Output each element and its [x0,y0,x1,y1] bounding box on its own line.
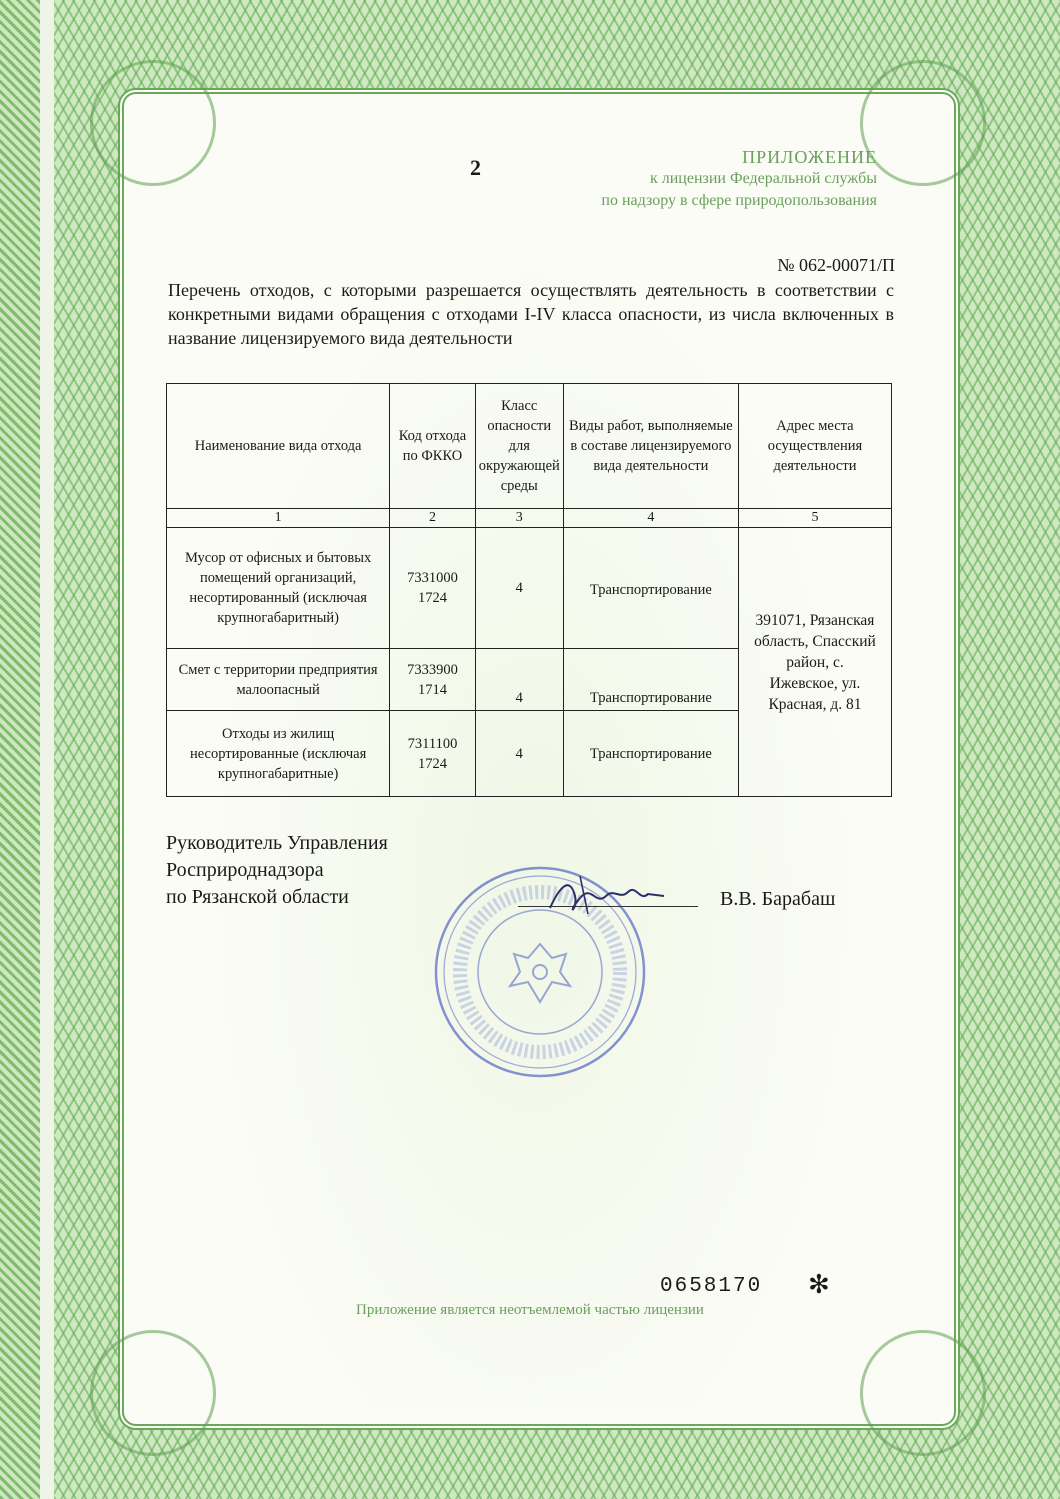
page-gap [40,0,54,1499]
work-type: Транспортирование [563,528,738,649]
column-number: 4 [563,509,738,528]
appendix-line-2: к лицензии Федеральной службы [649,170,877,187]
hazard-class: 4 [475,649,563,711]
ornament-bottom-left [90,1330,216,1456]
waste-name: Мусор от офисных и бытовых помещений организаций, несортированный (исключая крупногабаритный) [167,528,390,649]
footer-note: Приложение является неотъемлемой частью лицензии [356,1302,704,1318]
header-waste-name: Наименование вида отхода [167,384,390,509]
work-type: Транспортирование [563,649,738,711]
hazard-class: 4 [475,528,563,649]
waste-code: 7311100 1724 [390,711,475,797]
header-class: Класс опасности для окружающей среды [475,384,563,509]
waste-name: Смет с территории предприятия малоопасный [167,649,390,711]
signatory-line-3: по Рязанской области [166,886,349,908]
waste-name: Отходы из жилищ несортированные (исключая крупногабаритные) [167,711,390,797]
column-number: 3 [475,509,563,528]
appendix-heading [601,146,877,212]
ornament-top-right [860,60,986,186]
table-header-row [167,384,892,509]
waste-code: 7331000 1724 [390,528,475,649]
work-type: Транспортирование [563,711,738,797]
star-mark: ✻ [808,1270,830,1299]
column-number: 1 [167,509,390,528]
table-row [167,528,892,649]
ornament-top-left [90,60,216,186]
header-code: Код отхода по ФККО [390,384,475,509]
signatory-title [166,830,388,911]
header-work: Виды работ, выполняемые в составе лицензируемого вида деятельности [563,384,738,509]
previous-page-edge [0,0,42,1499]
signatory-line-1: Руководитель Управления [166,832,388,854]
license-number: № 062-00071/П [777,255,895,275]
hazard-class: 4 [475,711,563,797]
waste-code: 7333900 1714 [390,649,475,711]
signature-line [518,906,698,907]
appendix-line-3: по надзору в сфере природопользования [601,192,877,209]
signatory-line-2: Росприроднадзора [166,859,324,881]
page-number: 2 [470,155,481,180]
header-address: Адрес места осуществления деятельности [738,384,891,509]
waste-table [166,383,892,797]
handwritten-signature [540,866,670,926]
ornament-bottom-right [860,1330,986,1456]
intro-paragraph: Перечень отходов, с которыми разрешается осуществлять деятельность в соответствии с конкретными видами обращения с отходами I-IV класса опасности, из числа включенных в название лицензируемого вида деятельности [168,280,894,348]
column-number: 5 [738,509,891,528]
column-number-row [167,509,892,528]
signatory-name: В.В. Барабаш [720,888,836,910]
activity-address: 391071, Рязанская область, Спасский район, с. Ижевское, ул. Красная, д. 81 [738,528,891,797]
form-serial-number: 0658170 [660,1275,763,1298]
column-number: 2 [390,509,475,528]
appendix-title: ПРИЛОЖЕНИЕ [742,147,877,167]
eagle-emblem [510,944,570,1002]
